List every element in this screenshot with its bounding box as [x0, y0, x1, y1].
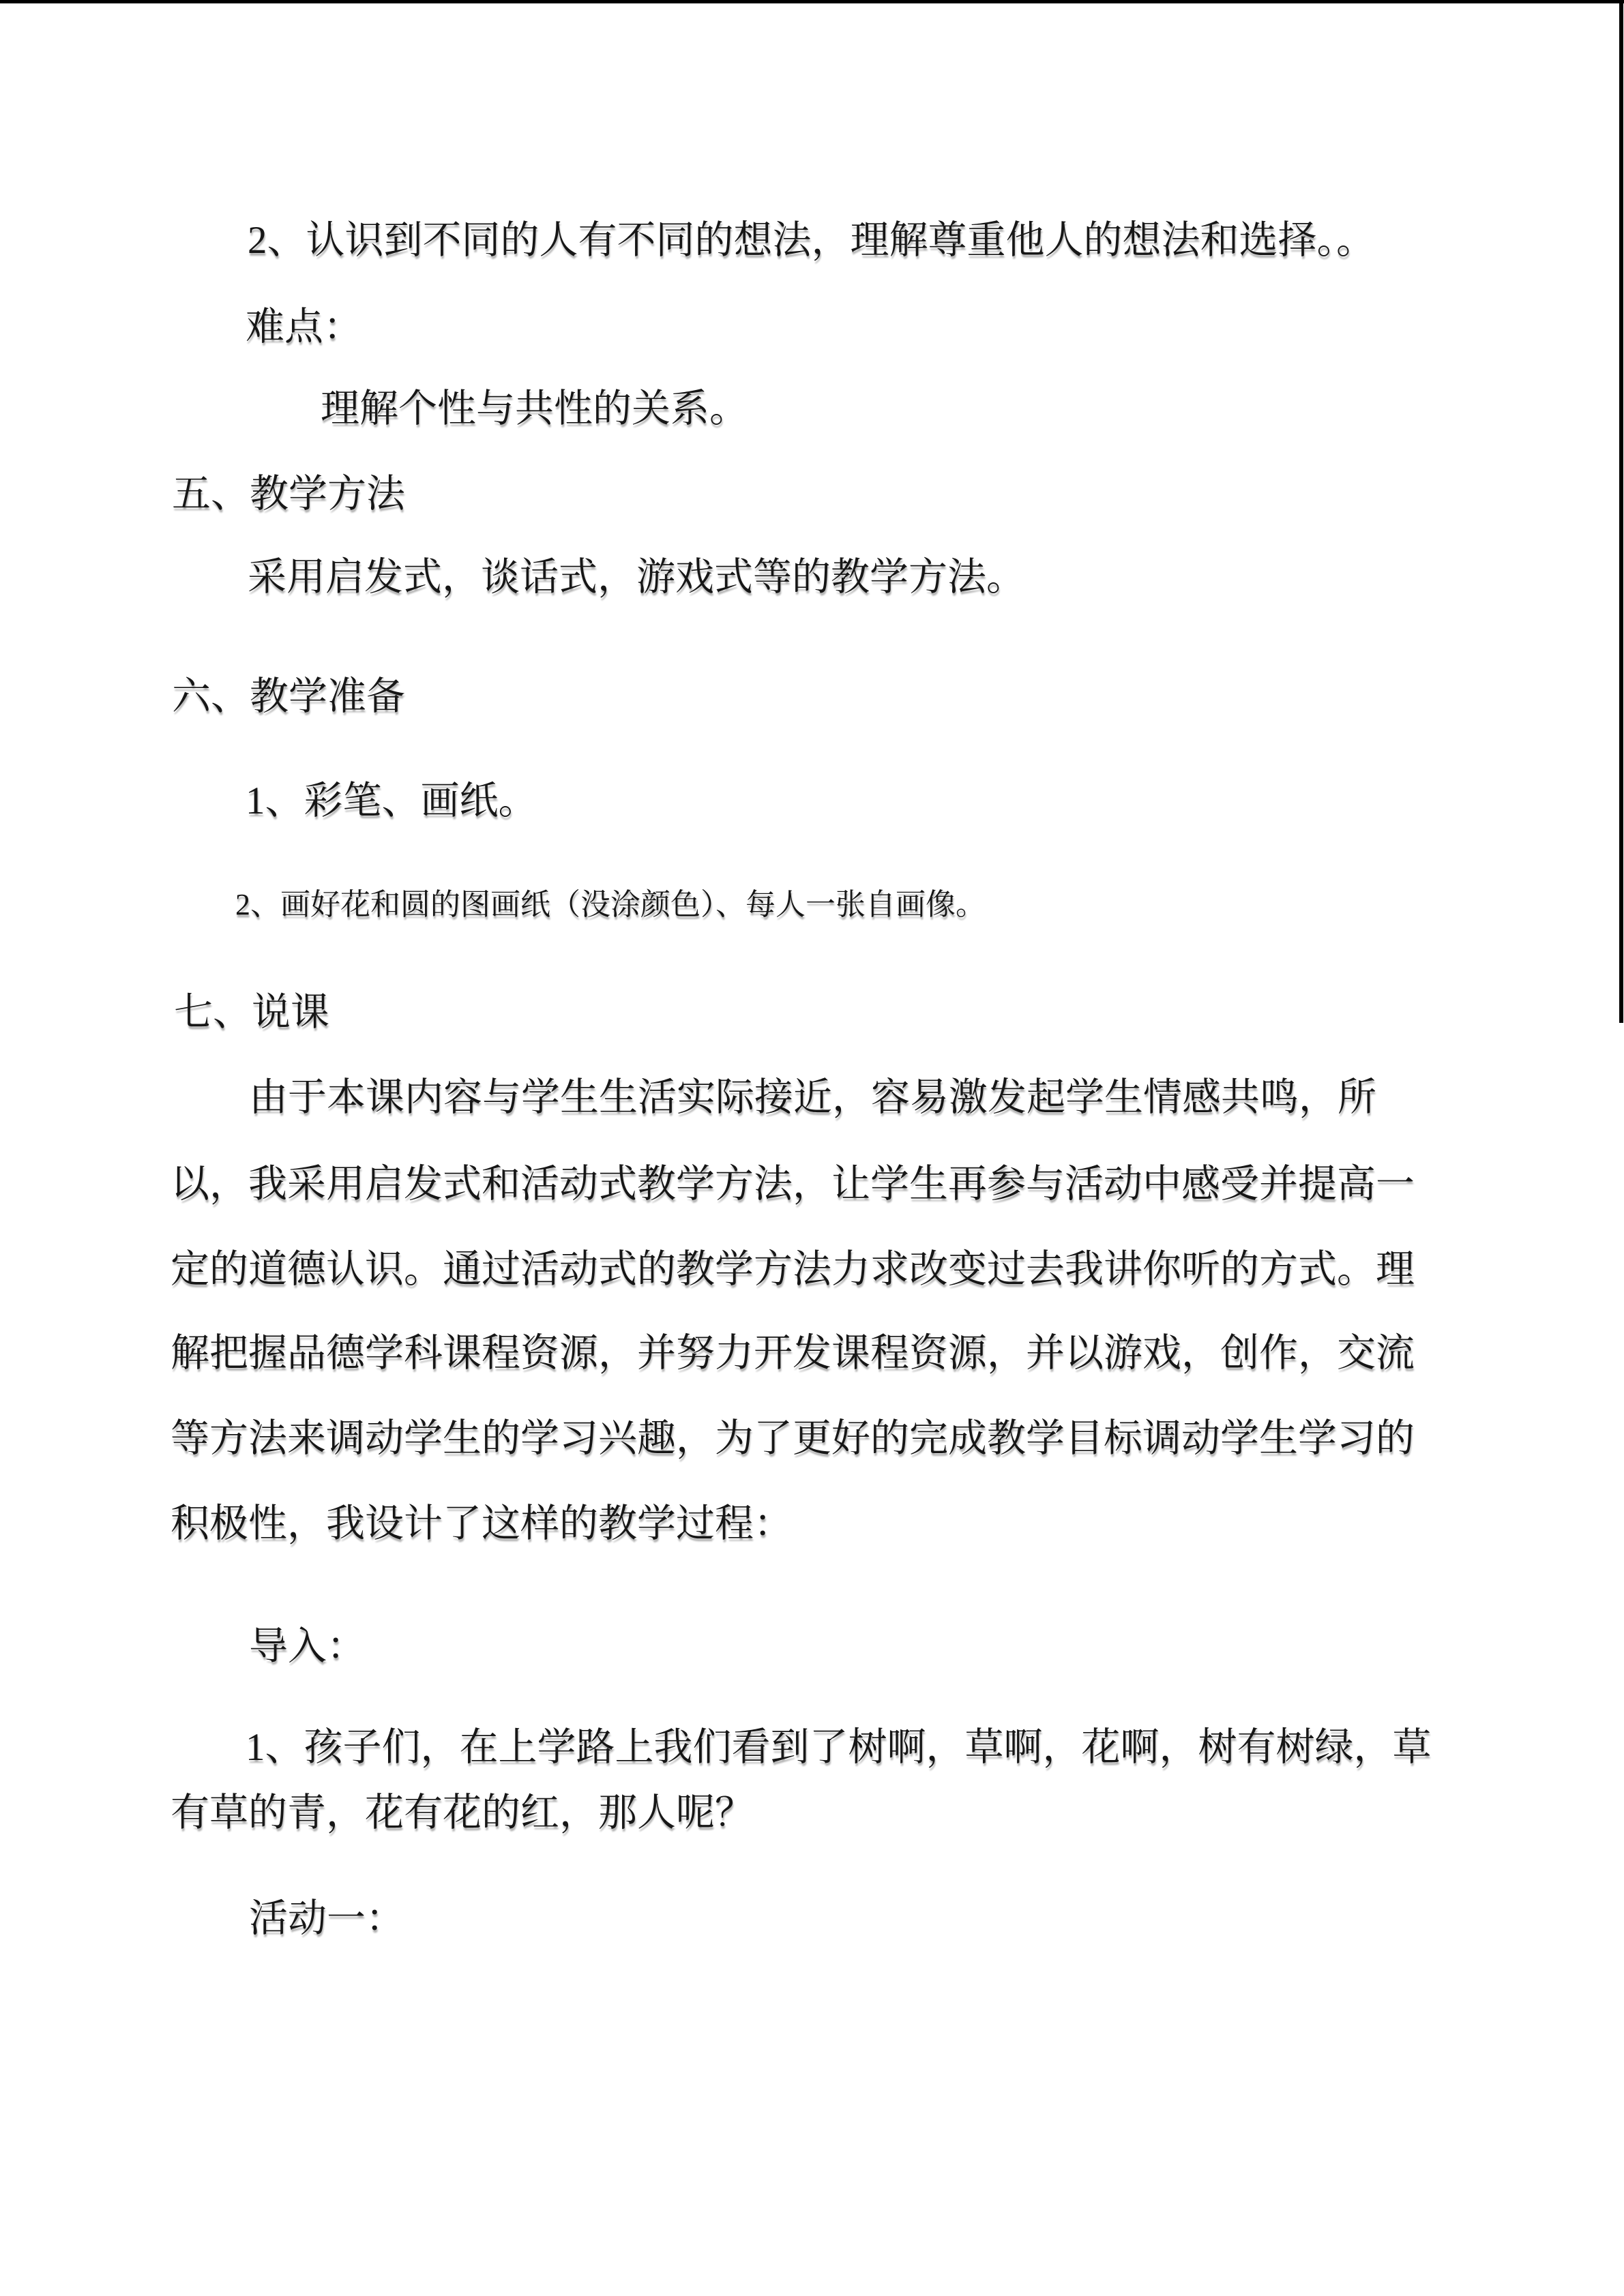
scan-top-edge-artifact [0, 0, 1624, 3]
lead-in-item-1-line-2: 有草的青，花有花的红，那人呢？ [171, 1791, 754, 1834]
difficulty-label: 难点： [246, 305, 362, 348]
lead-in-label: 导入： [249, 1625, 366, 1668]
lead-in-item-1-line-1: 1、孩子们，在上学路上我们看到了树啊，草啊，花啊，树有树绿，草 [246, 1726, 1432, 1769]
section-7-heading: 七、说课 [174, 991, 329, 1034]
activity-1-label: 活动一： [249, 1897, 404, 1940]
section-6-heading: 六、教学准备 [172, 675, 405, 718]
preparation-item-2: 2、画好花和圆的图画纸（没涂颜色）、每人一张自画像。 [235, 888, 986, 921]
preparation-item-1: 1、彩笔、画纸。 [246, 779, 537, 822]
difficulty-content: 理解个性与共性的关系。 [321, 387, 748, 430]
section-5-heading: 五、教学方法 [172, 473, 405, 516]
lecture-paragraph-line-3: 定的道德认识。通过活动式的教学方法力求改变过去我讲你听的方式。理 [171, 1248, 1415, 1291]
lecture-paragraph-line-1: 由于本课内容与学生生活实际接近，容易激发起学生情感共鸣，所 [249, 1076, 1376, 1119]
lecture-paragraph-line-5: 等方法来调动学生的学习兴趣，为了更好的完成教学目标调动学生学习的 [171, 1417, 1415, 1460]
scan-right-edge-artifact [1619, 0, 1623, 1023]
lecture-paragraph-line-2: 以，我采用启发式和活动式教学方法，让学生再参与活动中感受并提高一 [171, 1163, 1415, 1206]
lecture-paragraph-line-4: 解把握品德学科课程资源，并努力开发课程资源，并以游戏，创作，交流 [171, 1332, 1415, 1375]
teaching-methods-text: 采用启发式，谈话式，游戏式等的教学方法。 [248, 556, 1025, 599]
objective-item-2: 2、认识到不同的人有不同的想法，理解尊重他人的想法和选择。。 [248, 219, 1375, 262]
lecture-paragraph-line-6: 积极性，我设计了这样的教学过程： [171, 1502, 793, 1545]
